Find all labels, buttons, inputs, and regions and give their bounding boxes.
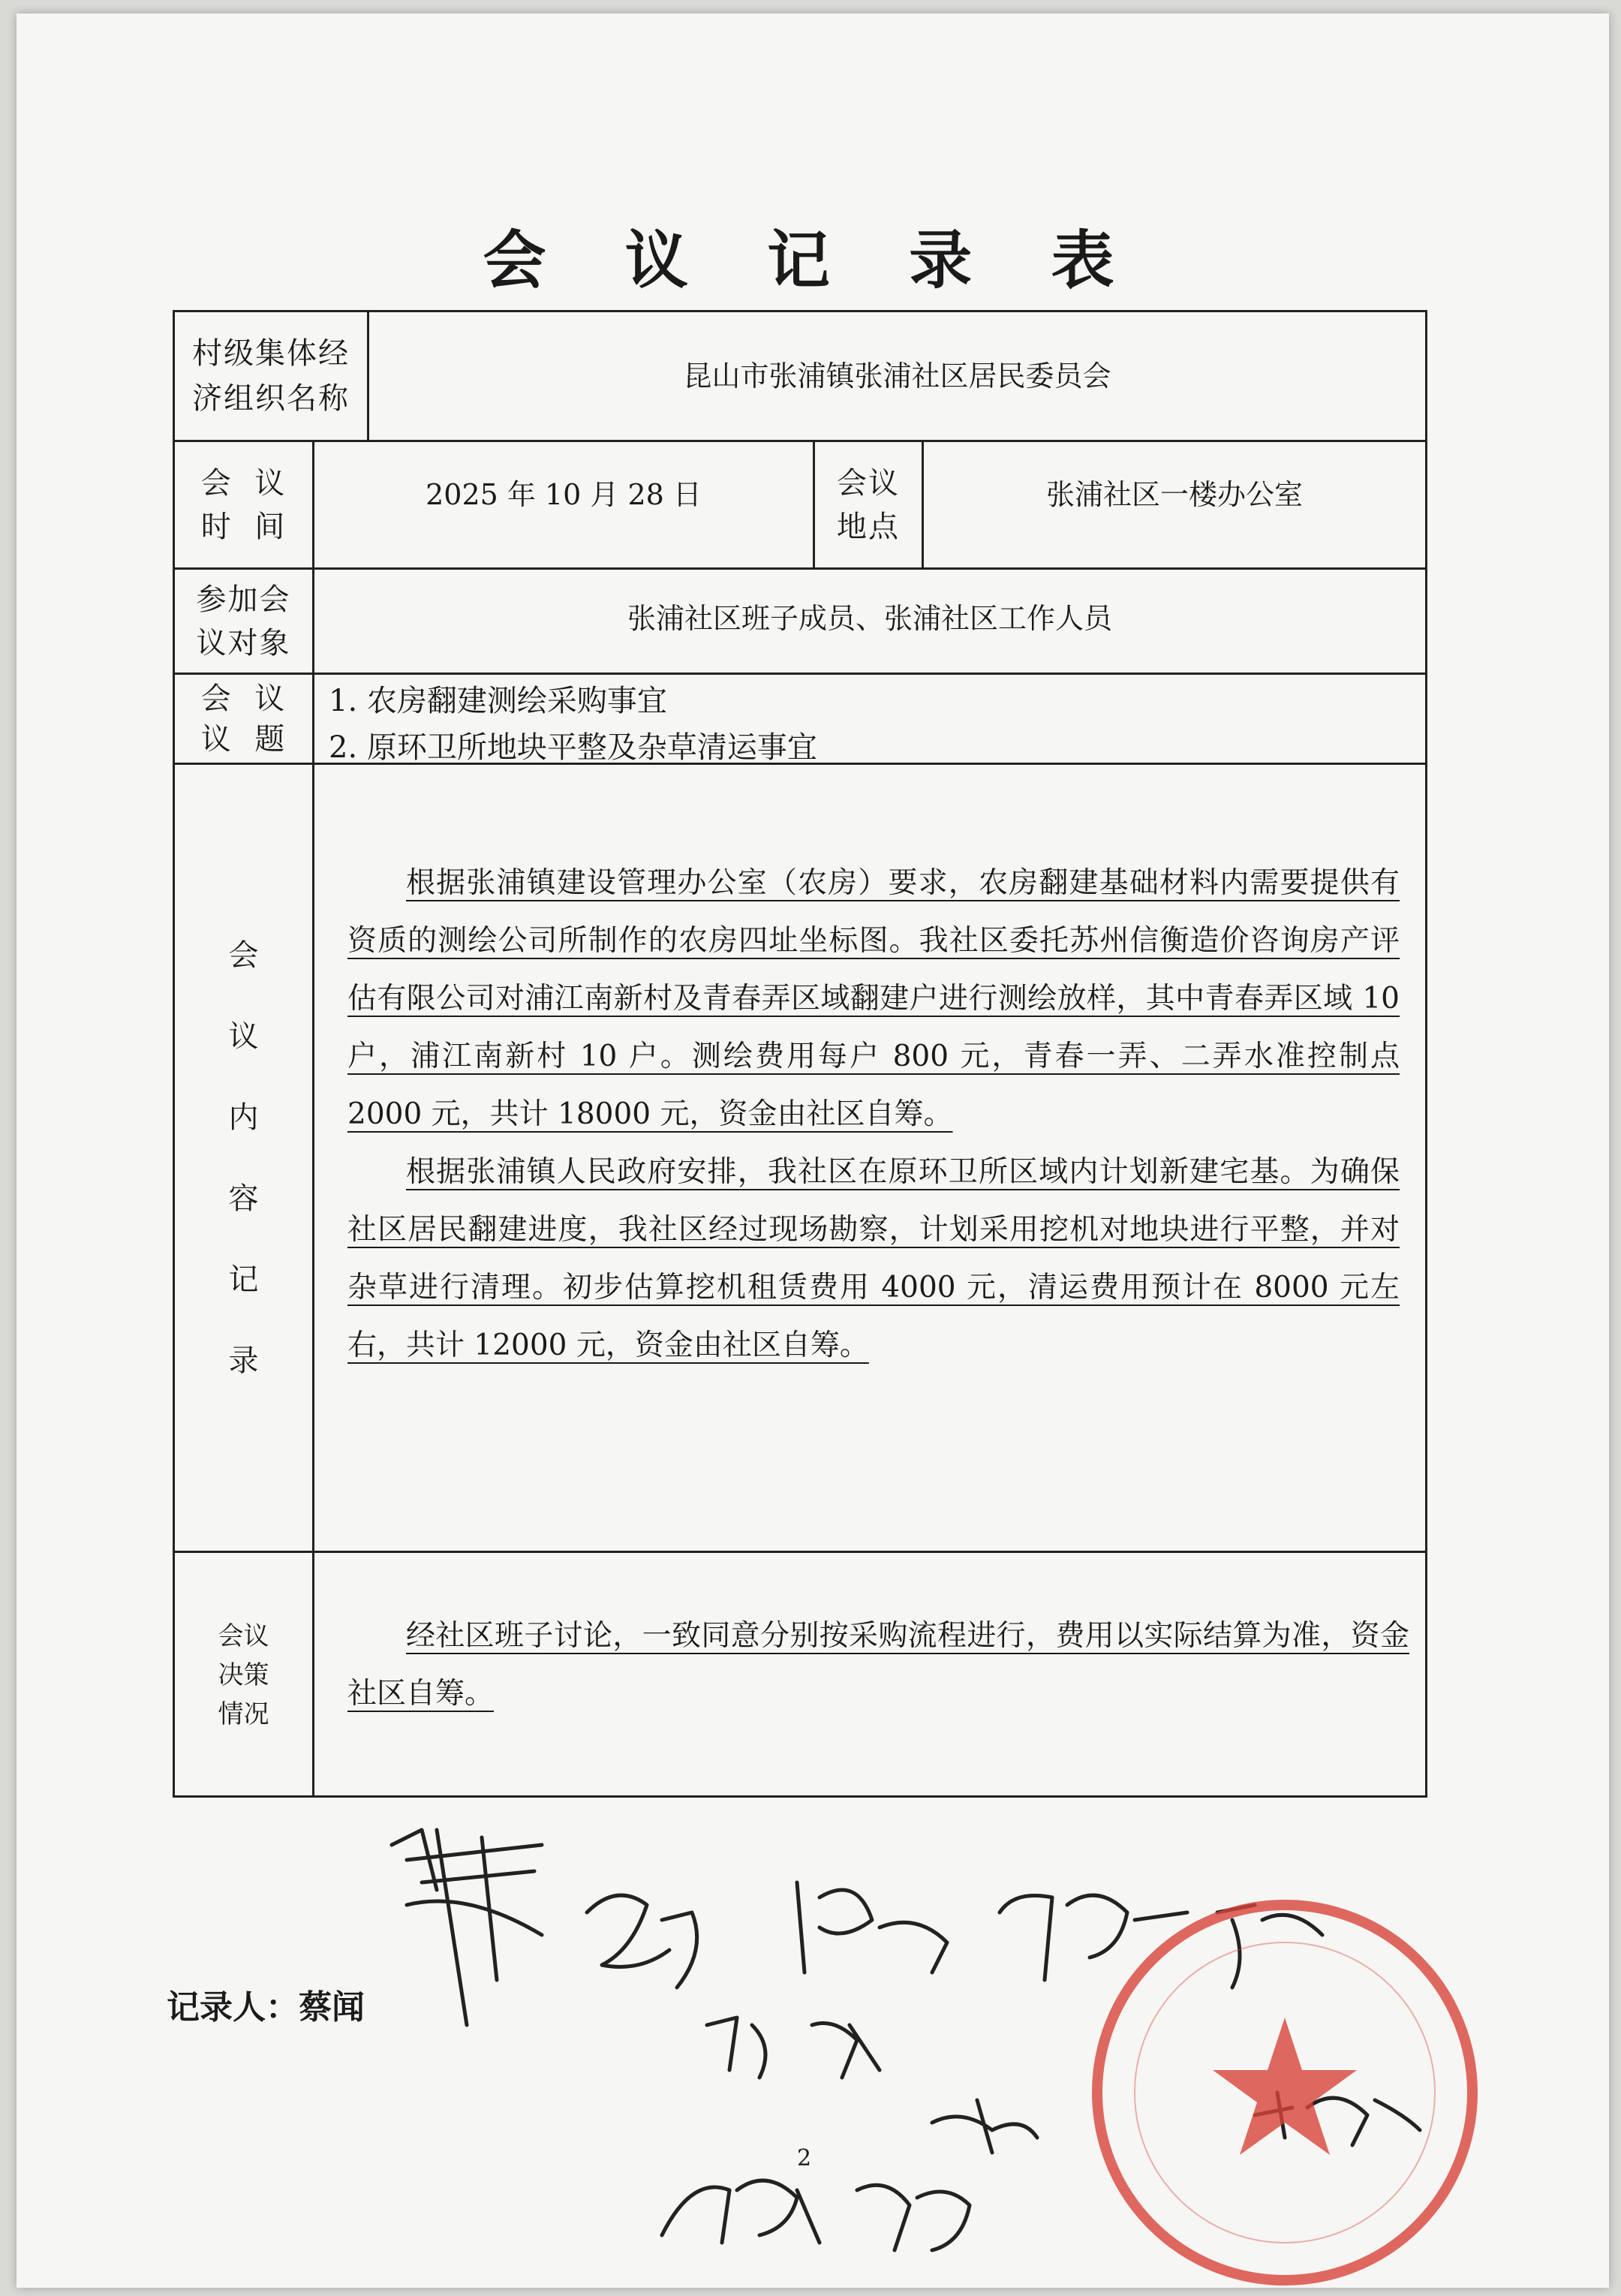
meeting-record-table: [173, 310, 1427, 1798]
topics-label: 会 议 议 题: [200, 681, 287, 757]
topics-list: [329, 678, 1409, 771]
official-stamp-image: [1082, 1890, 1487, 2288]
org-name-value: 昆山市张浦镇张浦社区居民委员会: [683, 360, 1111, 393]
document-page: [17, 14, 1609, 2288]
topic-item: 1. 农房翻建测绘采购事宜: [329, 684, 667, 718]
content-label: 会 议 内 容 记 录: [228, 937, 259, 1378]
decision-body: 经社区班子讨论，一致同意分别按采购流程进行，费用以实际结算为准，资金社区自筹。: [347, 1619, 1409, 1711]
decision-label: 会议 决策 情况: [218, 1621, 269, 1729]
participants-value: 张浦社区班子成员、张浦社区工作人员: [627, 602, 1112, 635]
meeting-place-value: 张浦社区一楼办公室: [1045, 478, 1303, 511]
meeting-place-label: 会议 地点: [837, 465, 900, 544]
topic-item: 2. 原环卫所地块平整及杂草清运事宜: [329, 730, 817, 765]
recorder-label: 记录人：蔡闻: [167, 1988, 365, 2027]
org-label: 村级集体经 济组织名称: [192, 336, 350, 416]
content-paragraph: 根据张浦镇建设管理办公室（农房）要求，农房翻建基础材料内需要提供有资质的测绘公司所制作的农房四址坐标图。我社区委托苏州信衡造价咨询房产评估有限公司对浦江南新村及青春弄区域翻建户进行测绘放样，其中青春弄区域 10 户，浦江南新村 10 户。测绘费用每户 800 元，青春一弄、二弄水准控制点 2000 元，共计 18000 元，资金由社区自筹。: [347, 866, 1400, 1131]
content-body: [347, 854, 1400, 1374]
participants-label: 参加会 议对象: [196, 582, 291, 661]
page-title: 会 议 记 录 表: [483, 224, 1143, 297]
meeting-time-value: 2025 年 10 月 28 日: [426, 478, 702, 511]
content-paragraph: 根据张浦镇人民政府安排，我社区在原环卫所区域内计划新建宅基。为确保社区居民翻建进度，我社区经过现场勘察，计划采用挖机对地块进行平整，并对杂草进行清理。初步估算挖机租赁费用 4000 元，清运费用预计在 8000 元左右，共计 12000 元，资金由社区自筹。: [347, 1155, 1400, 1362]
meeting-time-label: 会 议 时 间: [200, 465, 287, 544]
page-number: 2: [797, 2145, 812, 2171]
